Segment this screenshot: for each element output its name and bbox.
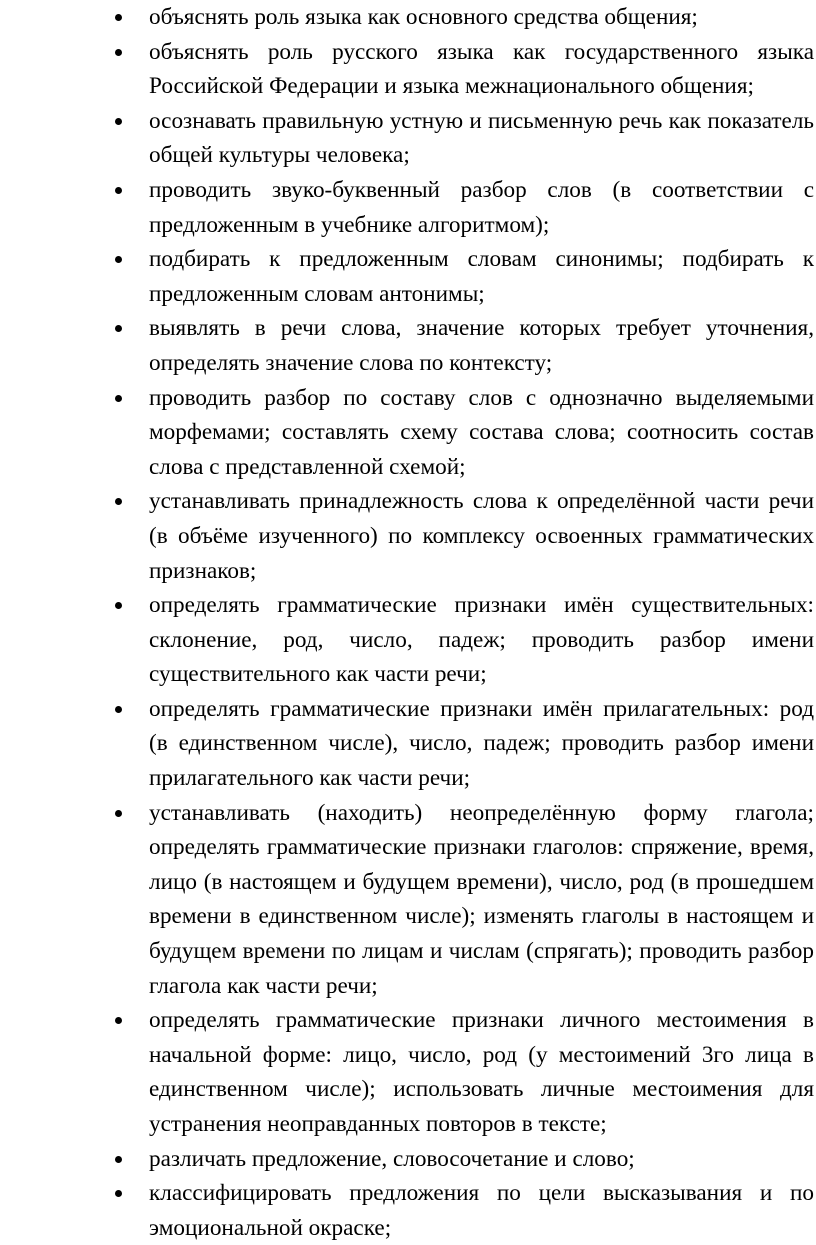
list-item [0,796,816,1004]
list-item [0,1176,816,1245]
bullet-icon [115,187,122,194]
list-item-text: проводить разбор по составу слов с однозначно выделяемыми морфемами; составлять схему состава слова; соотносить состав слова с представленной схемой; [149,384,814,480]
bullet-icon [115,325,122,332]
list-item [0,588,816,692]
list-item [0,35,816,104]
list-item-text: определять грамматические признаки личного местоимения в начальной форме: лицо, число, род (у местоимений 3го лица в единственном числе); использовать личные местоимения для устранения неоправданных повторов в тексте; [149,1007,814,1137]
bullet-icon [115,1156,122,1163]
bullet-icon [115,256,122,263]
list-item-text: подбирать к предложенным словам синонимы; подбирать к предложенным словам антонимы; [149,246,814,307]
bullet-icon [115,706,122,713]
list-item-text: объяснять роль языка как основного средства общения; [149,4,698,30]
bullet-icon [115,810,122,817]
bullet-icon [115,49,122,56]
list-item-text: устанавливать принадлежность слова к определённой части речи (в объёме изученного) по комплексу освоенных грамматических признаков; [149,488,814,584]
bullet-icon [115,395,122,402]
list-item-text: осознавать правильную устную и письменную речь как показатель общей культуры человека; [149,107,814,169]
list-item [0,104,816,173]
list-item-text: объяснять роль русского языка как государственного языка Российской Федерации и языка межнационального общения; [149,38,814,100]
list-item [0,242,816,311]
list-item-text: определять грамматические признаки имён существительных: склонение, род, число, падеж; проводить разбор имени существительного как части речи; [149,592,814,688]
list-item-text: классифицировать предложения по цели высказывания и по эмоциональной окраске; [149,1180,814,1241]
list-item-text: проводить звуко-буквенный разбор слов (в соответствии с предложенным в учебнике алгоритмом); [149,176,814,238]
bullet-icon [115,498,122,505]
list-item [0,692,816,796]
list-item [0,0,816,35]
list-item-text: определять грамматические признаки имён прилагательных: род (в единственном числе), число, падеж; проводить разбор имени прилагательного как части речи; [149,695,814,792]
list-item-text: различать предложение, словосочетание и слово; [149,1145,635,1172]
list-item [0,484,816,588]
bullet-icon [115,118,122,125]
list-item-text: устанавливать (находить) неопределённую форму глагола; определять грамматические признаки глаголов: спряжение, время, лицо (в настоящем и будущем времени), число, род (в прошедшем времени в единственном числе); изменять глаголы в настоящем и будущем времени по лицам и числам (спрягать); проводить разбор глагола как части речи; [149,799,814,999]
bullet-icon [115,1190,122,1197]
list-item-text: выявлять в речи слова, значение которых требует уточнения, определять значение слова по контексту; [149,315,814,376]
bullet-icon [115,602,122,609]
list-item [0,1003,816,1141]
list-item [0,381,816,485]
list-item [0,173,816,242]
bullet-icon [115,1017,122,1024]
list-item [0,1142,816,1177]
list-item [0,311,816,380]
bullet-icon [115,14,122,21]
